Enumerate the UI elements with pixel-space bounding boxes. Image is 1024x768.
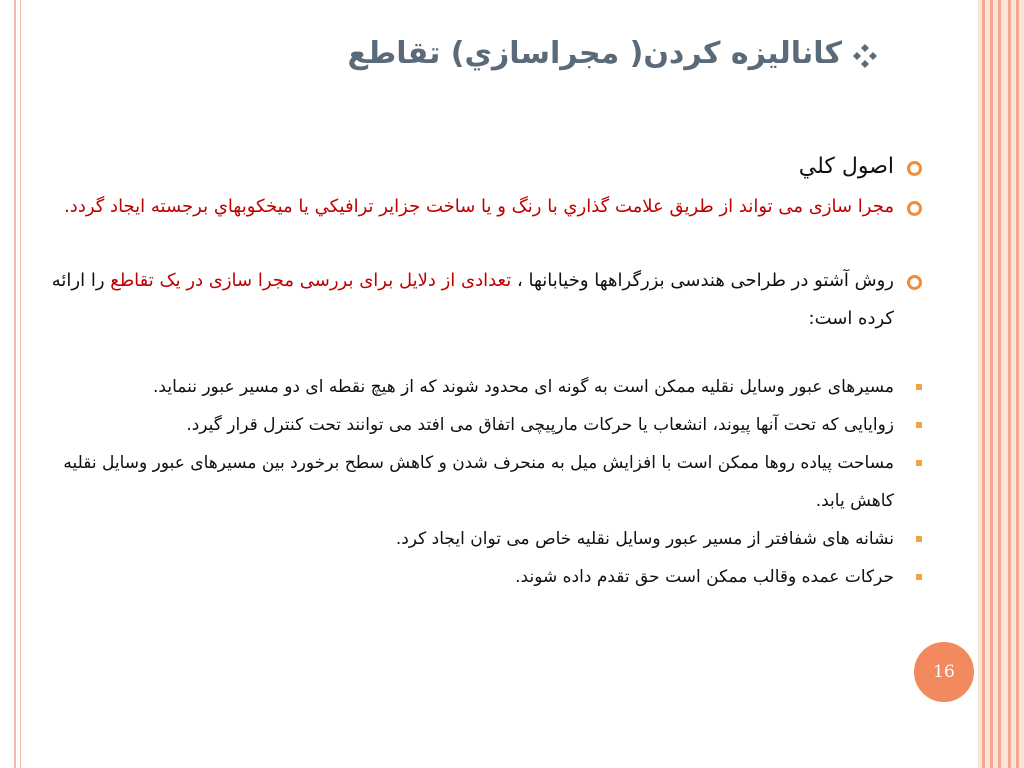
reason-item-5 [34,558,922,596]
decor-stripe [1016,0,1019,768]
slide-title-text: كاناليزه كردن( مجراسازي) تقاطع [347,36,842,71]
left-border-line-inner [20,0,21,768]
reason-text: نشانه های شفافتر از مسیر عبور وسایل نقلیه خاص می توان ایجاد کرد. [395,529,894,549]
paragraph-2-text-b: را ارائه کرده است: [51,270,894,329]
hollow-circle-icon [907,161,922,176]
decor-stripe [998,0,1001,768]
right-decor-panel [978,0,1024,768]
reason-item-4 [34,520,922,558]
square-icon [916,574,922,580]
left-border-line [14,0,16,768]
reason-text: مسیرهای عبور وسایل نقلیه ممکن است به گونه ای محدود شوند که از هیچ نقطه ای دو مسیر عبور ننماید. [153,377,894,397]
paragraph-item-1 [34,188,922,226]
slide-body [34,148,922,596]
decor-stripe [990,0,993,768]
hollow-circle-icon [907,275,922,290]
reason-item-1 [34,368,922,406]
square-icon [916,384,922,390]
heading-text: اصول كلي [798,154,894,179]
four-diamond-icon [852,42,878,68]
square-icon [916,460,922,466]
paragraph-item-2 [34,262,922,338]
reason-text: حرکات عمده وقالب ممکن است حق تقدم داده شوند. [515,567,894,587]
decor-stripe [982,0,985,768]
heading-item [34,148,922,186]
slide-title [238,36,878,71]
paragraph-2-text-red: تعدادی از دلایل برای بررسی مجرا سازی در یک تقاطع [110,270,512,291]
paragraph-1-text: مجرا سازی می تواند از طريق علامت گذاري با رنگ و يا ساخت جزاير ترافيكي يا ميخكوبهاي برجسته ايجاد گردد. [64,196,894,217]
reason-text: زوایایی که تحت آنها پیوند، انشعاب یا حرکات مارپیچی اتفاق می افتد می توانند تحت کنترل قرار گیرد. [186,415,894,435]
page-number-badge: 16 [914,642,974,702]
hollow-circle-icon [907,201,922,216]
decor-stripe [1008,0,1011,768]
reason-item-2 [34,406,922,444]
reason-text: مساحت پیاده روها ممکن است با افزایش میل به منحرف شدن و کاهش سطح برخورد بین مسیرهای عبور وسایل نقلیه کاهش یابد. [63,453,894,511]
square-icon [916,422,922,428]
square-icon [916,536,922,542]
paragraph-2-text-a: روش آشتو در طراحی هندسی بزرگراهها وخیابانها ، [511,270,894,291]
reason-item-3 [34,444,922,520]
